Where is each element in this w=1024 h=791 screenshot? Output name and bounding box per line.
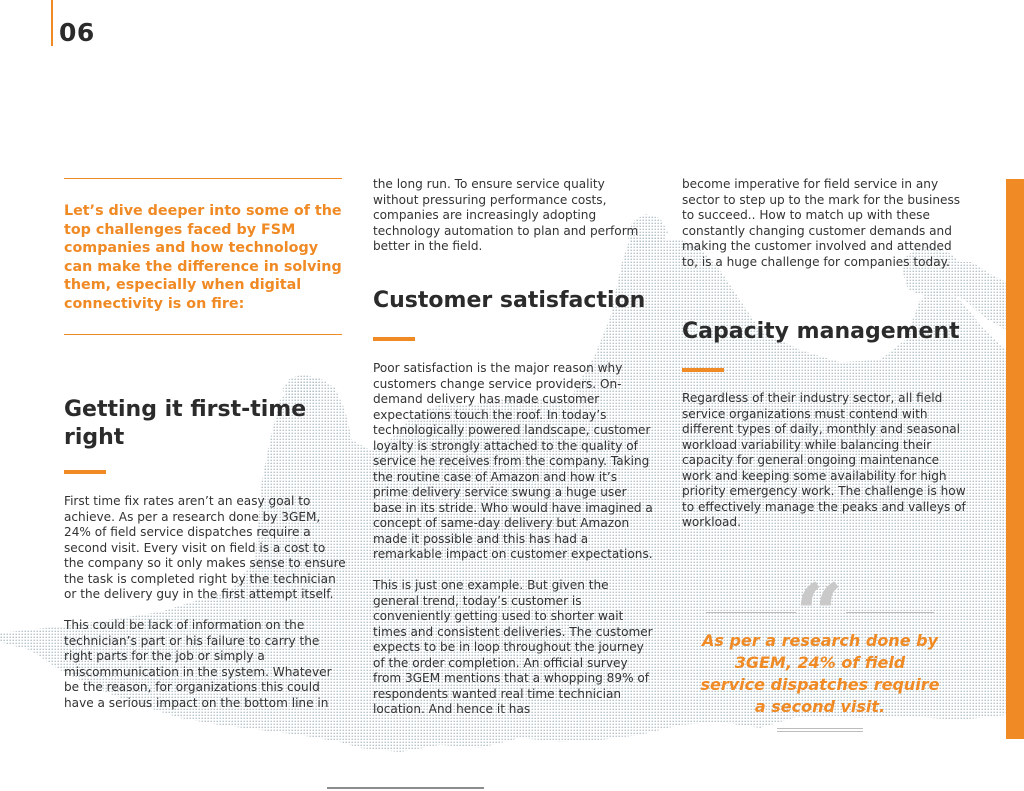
quote-rule-left	[706, 612, 796, 613]
column3-continuation: become imperative for field service in any sector to step up to the mark for the business to succeed.. How to match up with these constantly changing customer demands and making the customer involved and attended to, is a huge challenge for companies today.	[682, 177, 961, 269]
quote-rule-bottom-2	[777, 731, 863, 732]
heading-accent	[373, 337, 415, 341]
quote-rule-right	[846, 612, 934, 613]
quote-mark-icon: “	[795, 565, 844, 664]
footer-rule	[327, 787, 484, 789]
section2-body	[373, 361, 653, 718]
paragraph: Regardless of their industry sector, all field service organizations must contend with different types of daily, monthly and seasonal workload variability while balancing their capacity for general ongoing maintenance work and keeping some availability for high priority emergency work. The challenge is how to effectively manage the peaks and valleys of workload.	[682, 391, 966, 529]
section3-body	[682, 391, 966, 531]
column2-continuation: the long run. To ensure service quality without pressuring performance costs, companies are increasingly adopting technology automation to plan and perform better in the field.	[373, 177, 639, 253]
heading-capacity-management: Capacity management	[682, 319, 960, 344]
intro-bottom-rule	[64, 334, 342, 335]
paragraph: This could be lack of information on the technician’s part or his failure to carry the right parts for the job or simply a miscommunication in the system. Whatever be the reason, for organizations this could have a serious impact on the bottom line in	[64, 618, 332, 710]
heading-accent	[682, 368, 724, 372]
right-accent-bar	[1006, 179, 1024, 739]
intro-top-rule	[64, 178, 342, 179]
paragraph: First time fix rates aren’t an easy goal to achieve. As per a research done by 3GEM, 24% of field service dispatches require a second visit. Every visit on field is a cost to the company so it only makes sense to ensure the task is completed right by the technician or the delivery guy in the first attempt itself.	[64, 494, 346, 601]
page-number: 06	[59, 18, 95, 47]
heading-accent	[64, 470, 106, 474]
paragraph: This is just one example. But given the general trend, today’s customer is conveniently getting used to shorter wait times and consistent deliveries. The customer expects to be in loop throughout the journey of the order completion. An official survey from 3GEM mentions that a whopping 89% of respondents wanted real time technician location. And hence it has	[373, 578, 653, 716]
intro-callout: Let’s dive deeper into some of the top challenges faced by FSM companies and how technology can make the difference in solving them, especially when digital connectivity is on fire:	[64, 203, 342, 312]
paragraph: Poor satisfaction is the major reason why customers change service providers. On-demand delivery has made customer expectations touch the roof. In today’s technologically powered landscape, customer loyalty is strongly attached to the quality of service he receives from the company. Taking the routine case of Amazon and how it’s prime delivery service swung a huge user base in its stride. Who would have imagined a concept of same-day delivery but Amazon made it possible and this has had a remarkable impact on customer expectations.	[373, 361, 653, 561]
pull-quote: As per a research done by 3GEM, 24% of field service dispatches require a second visit.	[700, 631, 940, 716]
quote-rule-bottom	[777, 728, 863, 729]
page-number-rule	[51, 0, 53, 46]
section1-body	[64, 494, 346, 711]
heading-customer-satisfaction: Customer satisfaction	[373, 288, 646, 313]
heading-first-time-right: Getting it first-time right	[64, 397, 307, 450]
